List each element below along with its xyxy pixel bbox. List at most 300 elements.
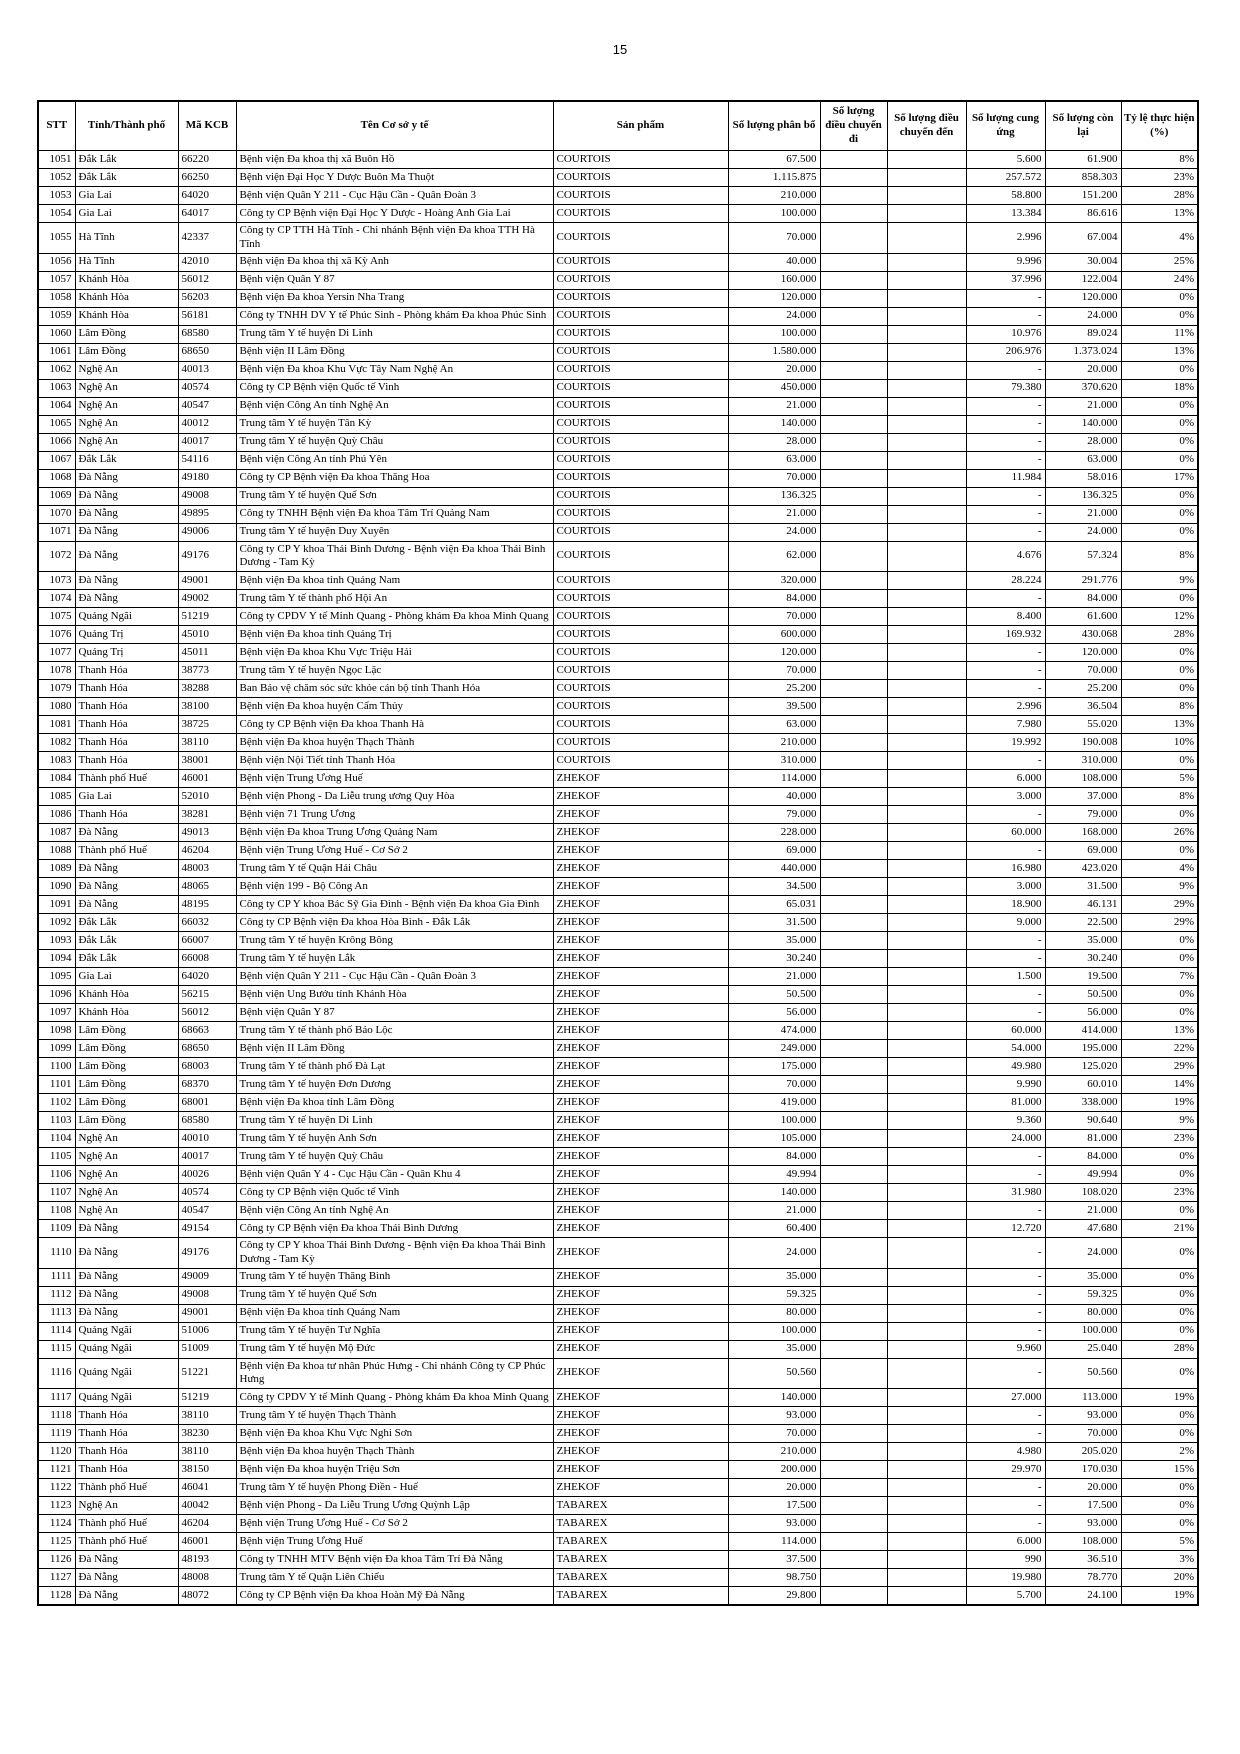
cell-remaining-qty: 195.000 <box>1045 1040 1121 1058</box>
cell-supplied-qty: 28.224 <box>966 572 1045 590</box>
cell-supplied-qty: 19.992 <box>966 734 1045 752</box>
cell-province: Đà Nẵng <box>75 860 178 878</box>
cell-kcb-code: 49008 <box>178 487 236 505</box>
cell-remaining-qty: 414.000 <box>1045 1022 1121 1040</box>
cell-stt: 1086 <box>38 806 75 824</box>
cell-stt: 1074 <box>38 590 75 608</box>
cell-facility-name: Trung tâm Y tế huyện Tư Nghĩa <box>236 1322 553 1340</box>
cell-province: Nghệ An <box>75 1497 178 1515</box>
cell-product: COURTOIS <box>553 253 728 271</box>
cell-transferred-in-qty <box>887 680 966 698</box>
table-row <box>38 505 1198 523</box>
cell-kcb-code: 40042 <box>178 1497 236 1515</box>
cell-stt: 1051 <box>38 151 75 169</box>
cell-stt: 1065 <box>38 415 75 433</box>
cell-stt: 1117 <box>38 1389 75 1407</box>
cell-transferred-out-qty <box>820 325 887 343</box>
cell-facility-name: Bệnh viện Đa khoa Yersin Nha Trang <box>236 289 553 307</box>
cell-kcb-code: 68370 <box>178 1076 236 1094</box>
cell-province: Thanh Hóa <box>75 1461 178 1479</box>
cell-transferred-out-qty <box>820 932 887 950</box>
cell-transferred-out-qty <box>820 1148 887 1166</box>
cell-facility-name: Bệnh viện Đa khoa tỉnh Lâm Đồng <box>236 1094 553 1112</box>
cell-allocated-qty: 100.000 <box>728 1112 820 1130</box>
header-stt: STT <box>38 101 75 151</box>
cell-allocated-qty: 105.000 <box>728 1130 820 1148</box>
table-row <box>38 541 1198 572</box>
cell-province: Đà Nẵng <box>75 469 178 487</box>
cell-completion-rate: 0% <box>1121 1515 1198 1533</box>
cell-completion-rate: 0% <box>1121 1238 1198 1269</box>
cell-transferred-out-qty <box>820 487 887 505</box>
cell-province: Đắk Lắk <box>75 950 178 968</box>
cell-kcb-code: 56012 <box>178 1004 236 1022</box>
cell-facility-name: Trung tâm Y tế huyện Lắk <box>236 950 553 968</box>
cell-allocated-qty: 21.000 <box>728 1202 820 1220</box>
cell-facility-name: Công ty TNHH DV Y tế Phúc Sinh - Phòng khám Đa khoa Phúc Sinh <box>236 307 553 325</box>
cell-facility-name: Trung tâm Y tế huyện Tân Kỳ <box>236 415 553 433</box>
cell-kcb-code: 42010 <box>178 253 236 271</box>
cell-supplied-qty: - <box>966 1358 1045 1389</box>
cell-transferred-in-qty <box>887 806 966 824</box>
cell-product: COURTOIS <box>553 415 728 433</box>
cell-allocated-qty: 70.000 <box>728 1076 820 1094</box>
cell-completion-rate: 0% <box>1121 1004 1198 1022</box>
cell-facility-name: Bệnh viện Trung Ương Huế <box>236 770 553 788</box>
cell-allocated-qty: 65.031 <box>728 896 820 914</box>
table-row <box>38 1148 1198 1166</box>
cell-province: Khánh Hòa <box>75 271 178 289</box>
cell-facility-name: Bệnh viện Đa khoa tỉnh Quảng Nam <box>236 1304 553 1322</box>
cell-transferred-out-qty <box>820 1340 887 1358</box>
cell-province: Quảng Ngãi <box>75 1389 178 1407</box>
cell-facility-name: Trung tâm Y tế huyện Quế Sơn <box>236 487 553 505</box>
cell-stt: 1076 <box>38 626 75 644</box>
cell-facility-name: Bệnh viện Đa khoa Khu Vực Tây Nam Nghệ An <box>236 361 553 379</box>
cell-allocated-qty: 67.500 <box>728 151 820 169</box>
cell-transferred-in-qty <box>887 505 966 523</box>
cell-transferred-in-qty <box>887 1551 966 1569</box>
cell-completion-rate: 23% <box>1121 169 1198 187</box>
cell-stt: 1081 <box>38 716 75 734</box>
cell-allocated-qty: 59.325 <box>728 1286 820 1304</box>
cell-remaining-qty: 17.500 <box>1045 1497 1121 1515</box>
cell-supplied-qty: - <box>966 950 1045 968</box>
cell-transferred-in-qty <box>887 1587 966 1606</box>
cell-transferred-out-qty <box>820 1425 887 1443</box>
cell-completion-rate: 17% <box>1121 469 1198 487</box>
cell-province: Đà Nẵng <box>75 1587 178 1606</box>
cell-completion-rate: 0% <box>1121 1148 1198 1166</box>
cell-facility-name: Công ty CP TTH Hà Tĩnh - Chi nhánh Bệnh viện Đa khoa TTH Hà Tĩnh <box>236 223 553 254</box>
cell-transferred-out-qty <box>820 451 887 469</box>
cell-allocated-qty: 210.000 <box>728 734 820 752</box>
cell-completion-rate: 5% <box>1121 770 1198 788</box>
cell-transferred-in-qty <box>887 590 966 608</box>
cell-supplied-qty: 13.384 <box>966 205 1045 223</box>
cell-kcb-code: 51221 <box>178 1358 236 1389</box>
cell-stt: 1112 <box>38 1286 75 1304</box>
cell-product: TABAREX <box>553 1551 728 1569</box>
cell-province: Thành phố Huế <box>75 842 178 860</box>
table-row <box>38 187 1198 205</box>
cell-product: ZHEKOF <box>553 1112 728 1130</box>
cell-product: COURTOIS <box>553 397 728 415</box>
cell-stt: 1122 <box>38 1479 75 1497</box>
cell-facility-name: Trung tâm Y tế huyện Mộ Đức <box>236 1340 553 1358</box>
cell-allocated-qty: 35.000 <box>728 1268 820 1286</box>
cell-allocated-qty: 30.240 <box>728 950 820 968</box>
cell-product: ZHEKOF <box>553 1022 728 1040</box>
cell-province: Thành phố Huế <box>75 1515 178 1533</box>
cell-allocated-qty: 210.000 <box>728 187 820 205</box>
cell-completion-rate: 24% <box>1121 271 1198 289</box>
cell-product: COURTOIS <box>553 343 728 361</box>
cell-remaining-qty: 120.000 <box>1045 644 1121 662</box>
cell-allocated-qty: 63.000 <box>728 716 820 734</box>
cell-transferred-in-qty <box>887 1425 966 1443</box>
cell-transferred-in-qty <box>887 932 966 950</box>
table-row <box>38 824 1198 842</box>
cell-province: Nghệ An <box>75 361 178 379</box>
cell-facility-name: Trung tâm Y tế huyện Ngọc Lặc <box>236 662 553 680</box>
cell-transferred-out-qty <box>820 1166 887 1184</box>
cell-kcb-code: 66032 <box>178 914 236 932</box>
cell-transferred-out-qty <box>820 1551 887 1569</box>
cell-completion-rate: 26% <box>1121 824 1198 842</box>
cell-stt: 1084 <box>38 770 75 788</box>
cell-completion-rate: 0% <box>1121 1268 1198 1286</box>
cell-remaining-qty: 19.500 <box>1045 968 1121 986</box>
cell-facility-name: Bệnh viện Đa khoa Khu Vực Nghi Sơn <box>236 1425 553 1443</box>
cell-supplied-qty: - <box>966 932 1045 950</box>
cell-transferred-out-qty <box>820 169 887 187</box>
cell-supplied-qty: 257.572 <box>966 169 1045 187</box>
cell-kcb-code: 38110 <box>178 1443 236 1461</box>
cell-transferred-out-qty <box>820 469 887 487</box>
cell-transferred-in-qty <box>887 1533 966 1551</box>
cell-transferred-out-qty <box>820 1130 887 1148</box>
cell-stt: 1054 <box>38 205 75 223</box>
cell-transferred-in-qty <box>887 469 966 487</box>
cell-product: ZHEKOF <box>553 1076 728 1094</box>
cell-transferred-in-qty <box>887 433 966 451</box>
cell-facility-name: Bệnh viện Đại Học Y Dược Buôn Ma Thuột <box>236 169 553 187</box>
cell-completion-rate: 2% <box>1121 1443 1198 1461</box>
cell-transferred-out-qty <box>820 770 887 788</box>
cell-completion-rate: 10% <box>1121 734 1198 752</box>
cell-remaining-qty: 190.008 <box>1045 734 1121 752</box>
cell-supplied-qty: - <box>966 1322 1045 1340</box>
cell-remaining-qty: 55.020 <box>1045 716 1121 734</box>
cell-transferred-out-qty <box>820 860 887 878</box>
cell-transferred-out-qty <box>820 1184 887 1202</box>
cell-remaining-qty: 291.776 <box>1045 572 1121 590</box>
cell-facility-name: Trung tâm Y tế huyện Quế Sơn <box>236 1286 553 1304</box>
cell-supplied-qty: - <box>966 986 1045 1004</box>
cell-facility-name: Công ty CP Bệnh viện Quốc tế Vinh <box>236 1184 553 1202</box>
cell-facility-name: Bệnh viện 199 - Bộ Công An <box>236 878 553 896</box>
cell-kcb-code: 51006 <box>178 1322 236 1340</box>
cell-kcb-code: 40547 <box>178 1202 236 1220</box>
cell-stt: 1110 <box>38 1238 75 1269</box>
cell-transferred-in-qty <box>887 968 966 986</box>
cell-stt: 1111 <box>38 1268 75 1286</box>
cell-completion-rate: 0% <box>1121 1202 1198 1220</box>
cell-province: Đà Nẵng <box>75 1220 178 1238</box>
cell-facility-name: Công ty CPDV Y tế Minh Quang - Phòng khám Đa khoa Minh Quang <box>236 608 553 626</box>
cell-remaining-qty: 370.620 <box>1045 379 1121 397</box>
cell-kcb-code: 64017 <box>178 205 236 223</box>
cell-stt: 1080 <box>38 698 75 716</box>
cell-stt: 1088 <box>38 842 75 860</box>
cell-remaining-qty: 338.000 <box>1045 1094 1121 1112</box>
cell-transferred-in-qty <box>887 1497 966 1515</box>
cell-allocated-qty: 24.000 <box>728 307 820 325</box>
cell-supplied-qty: 9.960 <box>966 1340 1045 1358</box>
cell-transferred-out-qty <box>820 698 887 716</box>
cell-supplied-qty: - <box>966 433 1045 451</box>
cell-transferred-in-qty <box>887 716 966 734</box>
cell-transferred-out-qty <box>820 1479 887 1497</box>
cell-kcb-code: 64020 <box>178 968 236 986</box>
cell-kcb-code: 68580 <box>178 325 236 343</box>
cell-stt: 1113 <box>38 1304 75 1322</box>
cell-province: Thanh Hóa <box>75 752 178 770</box>
table-row <box>38 325 1198 343</box>
cell-completion-rate: 0% <box>1121 433 1198 451</box>
cell-kcb-code: 48065 <box>178 878 236 896</box>
cell-facility-name: Trung tâm Y tế huyện Thăng Bình <box>236 1268 553 1286</box>
cell-transferred-in-qty <box>887 1515 966 1533</box>
cell-remaining-qty: 37.000 <box>1045 788 1121 806</box>
cell-stt: 1066 <box>38 433 75 451</box>
cell-completion-rate: 0% <box>1121 1497 1198 1515</box>
cell-remaining-qty: 140.000 <box>1045 415 1121 433</box>
table-row <box>38 1407 1198 1425</box>
cell-allocated-qty: 20.000 <box>728 1479 820 1497</box>
cell-stt: 1060 <box>38 325 75 343</box>
cell-completion-rate: 9% <box>1121 572 1198 590</box>
table-row <box>38 1040 1198 1058</box>
cell-transferred-out-qty <box>820 1358 887 1389</box>
cell-transferred-out-qty <box>820 541 887 572</box>
cell-transferred-out-qty <box>820 662 887 680</box>
cell-completion-rate: 0% <box>1121 1358 1198 1389</box>
cell-kcb-code: 38773 <box>178 662 236 680</box>
cell-stt: 1115 <box>38 1340 75 1358</box>
header-remaining-qty: Số lượng còn lại <box>1045 101 1121 151</box>
table-row <box>38 1286 1198 1304</box>
cell-remaining-qty: 56.000 <box>1045 1004 1121 1022</box>
table-row <box>38 289 1198 307</box>
cell-allocated-qty: 35.000 <box>728 1340 820 1358</box>
table-row <box>38 572 1198 590</box>
cell-remaining-qty: 61.600 <box>1045 608 1121 626</box>
cell-transferred-out-qty <box>820 914 887 932</box>
cell-supplied-qty: 9.990 <box>966 1076 1045 1094</box>
table-row <box>38 1389 1198 1407</box>
cell-kcb-code: 45010 <box>178 626 236 644</box>
cell-stt: 1106 <box>38 1166 75 1184</box>
header-product: Sản phẩm <box>553 101 728 151</box>
cell-remaining-qty: 108.000 <box>1045 770 1121 788</box>
cell-transferred-out-qty <box>820 289 887 307</box>
cell-stt: 1107 <box>38 1184 75 1202</box>
cell-province: Khánh Hòa <box>75 307 178 325</box>
cell-remaining-qty: 50.500 <box>1045 986 1121 1004</box>
cell-kcb-code: 42337 <box>178 223 236 254</box>
cell-product: ZHEKOF <box>553 1407 728 1425</box>
header-transferred-out-qty: Số lượng điều chuyển đi <box>820 101 887 151</box>
cell-completion-rate: 8% <box>1121 151 1198 169</box>
cell-transferred-out-qty <box>820 1040 887 1058</box>
cell-province: Đắk Lắk <box>75 169 178 187</box>
cell-completion-rate: 0% <box>1121 950 1198 968</box>
cell-kcb-code: 52010 <box>178 788 236 806</box>
cell-stt: 1124 <box>38 1515 75 1533</box>
cell-supplied-qty: 5.700 <box>966 1587 1045 1606</box>
cell-stt: 1068 <box>38 469 75 487</box>
cell-province: Thanh Hóa <box>75 698 178 716</box>
cell-transferred-in-qty <box>887 523 966 541</box>
cell-completion-rate: 0% <box>1121 590 1198 608</box>
cell-remaining-qty: 84.000 <box>1045 1148 1121 1166</box>
cell-completion-rate: 28% <box>1121 187 1198 205</box>
cell-transferred-in-qty <box>887 253 966 271</box>
cell-completion-rate: 0% <box>1121 1479 1198 1497</box>
table-row <box>38 1130 1198 1148</box>
cell-kcb-code: 66220 <box>178 151 236 169</box>
table-row <box>38 1004 1198 1022</box>
cell-kcb-code: 40017 <box>178 1148 236 1166</box>
cell-supplied-qty: - <box>966 451 1045 469</box>
cell-remaining-qty: 423.020 <box>1045 860 1121 878</box>
cell-transferred-in-qty <box>887 397 966 415</box>
cell-facility-name: Bệnh viện Quân Y 211 - Cục Hậu Cần - Quân Đoàn 3 <box>236 968 553 986</box>
cell-stt: 1056 <box>38 253 75 271</box>
cell-transferred-in-qty <box>887 187 966 205</box>
cell-allocated-qty: 98.750 <box>728 1569 820 1587</box>
cell-stt: 1109 <box>38 1220 75 1238</box>
cell-kcb-code: 40547 <box>178 397 236 415</box>
cell-allocated-qty: 93.000 <box>728 1515 820 1533</box>
cell-province: Nghệ An <box>75 1184 178 1202</box>
cell-supplied-qty: 27.000 <box>966 1389 1045 1407</box>
cell-province: Đà Nẵng <box>75 572 178 590</box>
cell-allocated-qty: 175.000 <box>728 1058 820 1076</box>
cell-completion-rate: 0% <box>1121 662 1198 680</box>
cell-kcb-code: 49009 <box>178 1268 236 1286</box>
cell-stt: 1119 <box>38 1425 75 1443</box>
cell-supplied-qty: 24.000 <box>966 1130 1045 1148</box>
cell-product: COURTOIS <box>553 716 728 734</box>
cell-stt: 1058 <box>38 289 75 307</box>
cell-kcb-code: 51219 <box>178 608 236 626</box>
cell-remaining-qty: 151.200 <box>1045 187 1121 205</box>
table-row <box>38 487 1198 505</box>
cell-transferred-in-qty <box>887 1112 966 1130</box>
cell-facility-name: Công ty CP Bệnh viện Quốc tế Vinh <box>236 379 553 397</box>
cell-transferred-out-qty <box>820 1389 887 1407</box>
cell-transferred-out-qty <box>820 878 887 896</box>
table-row <box>38 451 1198 469</box>
cell-product: TABAREX <box>553 1587 728 1606</box>
cell-remaining-qty: 93.000 <box>1045 1515 1121 1533</box>
cell-facility-name: Công ty CPDV Y tế Minh Quang - Phòng khám Đa khoa Minh Quang <box>236 1389 553 1407</box>
table-row <box>38 151 1198 169</box>
cell-allocated-qty: 62.000 <box>728 541 820 572</box>
cell-supplied-qty: - <box>966 842 1045 860</box>
cell-stt: 1079 <box>38 680 75 698</box>
cell-kcb-code: 48003 <box>178 860 236 878</box>
header-supplied-qty: Số lượng cung ứng <box>966 101 1045 151</box>
cell-transferred-in-qty <box>887 451 966 469</box>
cell-kcb-code: 66250 <box>178 169 236 187</box>
cell-stt: 1093 <box>38 932 75 950</box>
cell-completion-rate: 18% <box>1121 379 1198 397</box>
cell-province: Khánh Hòa <box>75 289 178 307</box>
cell-remaining-qty: 25.200 <box>1045 680 1121 698</box>
cell-remaining-qty: 310.000 <box>1045 752 1121 770</box>
cell-supplied-qty: 54.000 <box>966 1040 1045 1058</box>
cell-stt: 1064 <box>38 397 75 415</box>
report-table-body <box>38 151 1198 1606</box>
cell-supplied-qty: 2.996 <box>966 223 1045 254</box>
cell-transferred-out-qty <box>820 187 887 205</box>
cell-supplied-qty: 9.996 <box>966 253 1045 271</box>
cell-kcb-code: 38230 <box>178 1425 236 1443</box>
cell-completion-rate: 8% <box>1121 698 1198 716</box>
cell-product: COURTOIS <box>553 487 728 505</box>
cell-product: ZHEKOF <box>553 824 728 842</box>
cell-supplied-qty: 18.900 <box>966 896 1045 914</box>
cell-allocated-qty: 25.200 <box>728 680 820 698</box>
cell-completion-rate: 8% <box>1121 541 1198 572</box>
cell-kcb-code: 49006 <box>178 523 236 541</box>
cell-remaining-qty: 79.000 <box>1045 806 1121 824</box>
cell-facility-name: Trung tâm Y tế Quận Hải Châu <box>236 860 553 878</box>
cell-product: ZHEKOF <box>553 1184 728 1202</box>
cell-province: Khánh Hòa <box>75 1004 178 1022</box>
cell-kcb-code: 46041 <box>178 1479 236 1497</box>
cell-kcb-code: 68663 <box>178 1022 236 1040</box>
cell-product: TABAREX <box>553 1569 728 1587</box>
cell-supplied-qty: 2.996 <box>966 698 1045 716</box>
cell-allocated-qty: 450.000 <box>728 379 820 397</box>
cell-completion-rate: 29% <box>1121 1058 1198 1076</box>
table-row <box>38 1587 1198 1606</box>
cell-province: Đà Nẵng <box>75 1286 178 1304</box>
cell-allocated-qty: 29.800 <box>728 1587 820 1606</box>
cell-transferred-in-qty <box>887 788 966 806</box>
cell-facility-name: Bệnh viện Đa khoa tỉnh Quảng Nam <box>236 572 553 590</box>
cell-allocated-qty: 228.000 <box>728 824 820 842</box>
cell-transferred-out-qty <box>820 343 887 361</box>
cell-kcb-code: 49176 <box>178 541 236 572</box>
table-row <box>38 626 1198 644</box>
allocation-report-table <box>37 100 1199 1606</box>
cell-province: Lâm Đồng <box>75 1112 178 1130</box>
cell-facility-name: Bệnh viện Đa khoa tỉnh Quảng Trị <box>236 626 553 644</box>
cell-transferred-out-qty <box>820 205 887 223</box>
cell-transferred-in-qty <box>887 1304 966 1322</box>
cell-completion-rate: 0% <box>1121 806 1198 824</box>
cell-product: COURTOIS <box>553 169 728 187</box>
cell-remaining-qty: 47.680 <box>1045 1220 1121 1238</box>
cell-supplied-qty: - <box>966 505 1045 523</box>
cell-kcb-code: 49001 <box>178 1304 236 1322</box>
